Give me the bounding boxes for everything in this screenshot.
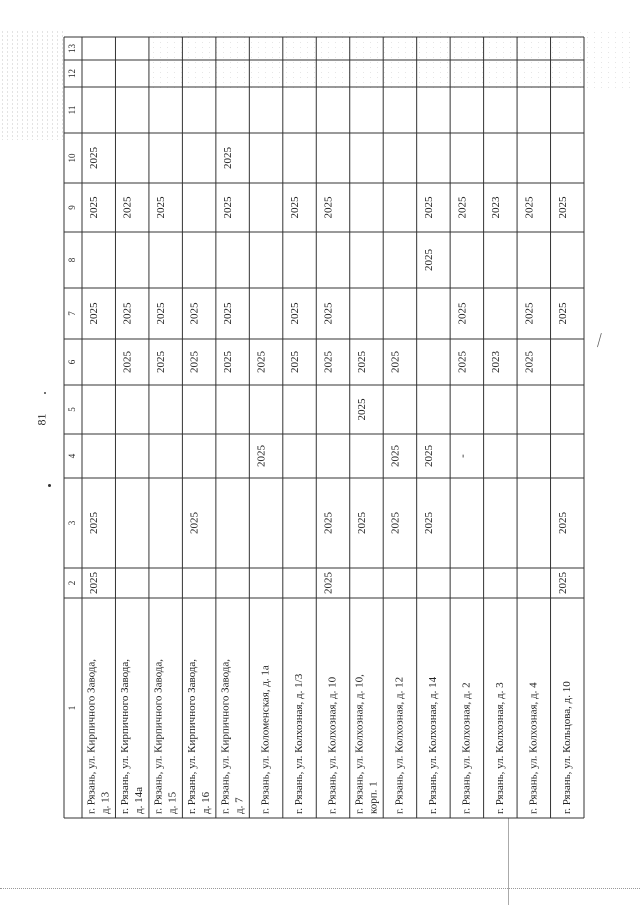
year-cell: 2025 (289, 196, 302, 219)
address-cell: г. Рязань, ул. Кирпичного Завода, (185, 659, 198, 814)
year-cell: 2025 (255, 445, 268, 467)
year-cell: 2025 (389, 512, 402, 534)
address-cell: г. Рязань, ул. Колхозная, д. 3 (493, 682, 506, 814)
address-cell: г. Рязань, ул. Колхозная, д. 14 (426, 676, 439, 814)
year-cell: 2025 (355, 398, 368, 421)
address-cell: г. Рязань, ул. Колхозная, д. 1/3 (293, 673, 306, 814)
column-header: 3 (67, 520, 78, 526)
year-cell: 2025 (121, 351, 134, 373)
year-cell: 2025 (456, 302, 469, 325)
year-cell: 2025 (188, 351, 201, 373)
address-cell: г. Рязань, ул. Колхозная, д. 4 (527, 682, 540, 814)
address-cell: д. 13 (99, 791, 112, 814)
year-cell: 2025 (523, 196, 536, 219)
year-cell: 2025 (523, 351, 536, 373)
year-cell: 2025 (556, 196, 569, 219)
year-cell: 2025 (422, 196, 435, 219)
year-cell: 2025 (155, 302, 168, 325)
year-cell: 2025 (422, 445, 435, 467)
address-cell: г. Рязань, ул. Колхозная, д. 12 (393, 676, 406, 814)
year-cell: 2025 (422, 249, 435, 271)
year-cell: 2023 (489, 196, 502, 219)
page-number: 81 (34, 413, 49, 426)
year-cell: 2025 (88, 512, 101, 534)
year-cell: - (456, 454, 469, 458)
year-cell: 2025 (322, 302, 335, 325)
address-cell: г. Рязань, ул. Колхозная, д. 10 (326, 676, 339, 814)
year-cell: 2025 (322, 572, 335, 594)
year-cell: 2025 (88, 196, 101, 219)
year-cell: 2025 (322, 351, 335, 373)
column-header: 2 (67, 580, 78, 586)
year-cell: 2025 (556, 572, 569, 594)
year-cell: 2025 (355, 512, 368, 534)
column-header: 1 (67, 705, 78, 711)
column-header: 12 (67, 69, 78, 78)
year-cell: 2025 (121, 302, 134, 325)
address-cell: г. Рязань, ул. Колхозная, д. 10, (353, 674, 366, 814)
column-header: 4 (67, 453, 78, 459)
year-cell: 2025 (523, 302, 536, 325)
year-cell: 2025 (155, 196, 168, 219)
address-cell: д. 15 (166, 791, 179, 814)
year-cell: 2025 (188, 302, 201, 325)
year-cell: 2025 (188, 512, 201, 534)
year-cell: 2025 (155, 351, 168, 373)
year-cell: 2025 (389, 445, 402, 467)
address-cell: г. Рязань, ул. Колхозная, д. 2 (460, 682, 473, 814)
address-cell: г. Рязань, ул. Кирпичного Завода, (119, 659, 132, 814)
address-cell: д. 14а (133, 787, 146, 814)
year-cell: 2025 (355, 351, 368, 373)
year-cell: 2025 (289, 351, 302, 373)
year-cell: 2025 (556, 302, 569, 325)
year-cell: 2025 (222, 196, 235, 219)
address-cell: г. Рязань, ул. Кирпичного Завода, (219, 659, 232, 814)
year-cell: 2025 (88, 302, 101, 325)
address-cell: г. Рязань, ул. Кольцова, д. 10 (560, 681, 573, 814)
address-cell: г. Рязань, ул. Кирпичного Завода, (85, 659, 98, 814)
year-cell: 2025 (456, 196, 469, 219)
pen-mark: ⁄ (594, 330, 605, 350)
column-header: 11 (67, 105, 78, 115)
column-header: 8 (67, 257, 78, 263)
year-cell: 2025 (556, 512, 569, 534)
year-cell: 2025 (255, 351, 268, 373)
year-cell: 2025 (289, 302, 302, 325)
year-cell: 2025 (88, 572, 101, 594)
address-cell: д. 16 (200, 791, 213, 814)
year-cell: 2025 (422, 512, 435, 534)
year-cell: 2023 (489, 351, 502, 373)
column-header: 7 (67, 311, 78, 316)
address-cell: г. Рязань, ул. Кирпичного Завода, (152, 659, 165, 814)
year-cell: 2025 (222, 302, 235, 325)
year-cell: 2025 (88, 147, 101, 169)
column-header: 5 (67, 407, 78, 412)
column-header: 13 (67, 44, 78, 53)
year-cell: 2025 (222, 351, 235, 373)
year-cell: 2025 (322, 512, 335, 534)
column-header: 6 (67, 359, 78, 365)
column-header: 10 (67, 153, 78, 163)
year-cell: 2025 (322, 196, 335, 219)
address-cell: корп. 1 (367, 781, 380, 814)
year-cell: 2025 (456, 351, 469, 373)
year-cell: 2025 (222, 147, 235, 169)
year-cell: 2025 (121, 196, 134, 219)
address-cell: д. 7 (233, 797, 246, 814)
address-cell: г. Рязань, ул. Коломенская, д. 1а (259, 665, 272, 814)
year-cell: 2025 (389, 351, 402, 373)
column-header: 9 (67, 205, 78, 210)
